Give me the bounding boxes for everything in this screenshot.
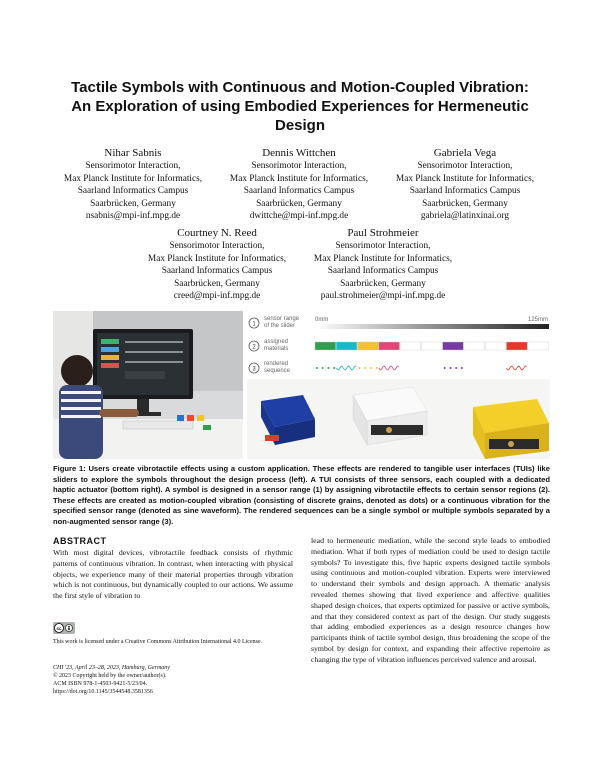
title-line: An Exploration of using Embodied Experiences for Hermeneutic	[71, 98, 529, 115]
title-line: Tactile Symbols with Continuous and Motion-Coupled Vibration:	[71, 79, 529, 96]
author-email: dwittche@mpi-inf.mpg.de	[249, 211, 349, 222]
copyright-line: © 2023 Copyright held by the owner/author(s).	[53, 673, 167, 679]
grain-dot	[322, 367, 324, 369]
author-block	[43, 146, 223, 223]
row-1-label: of the slider	[264, 323, 296, 329]
grain-dot	[333, 367, 335, 369]
teaser-figure	[53, 311, 550, 459]
author-affiliation: Max Planck Institute for Informatics,	[229, 173, 369, 184]
rendered-sequence	[316, 366, 526, 370]
continuous-wave	[506, 366, 526, 370]
author-block	[127, 226, 307, 303]
material-segment	[421, 342, 442, 350]
sensor-range-bar	[315, 324, 549, 329]
author-block	[293, 226, 473, 303]
author-affiliation: Saarland Informatics Campus	[77, 186, 189, 197]
grain-dot	[376, 367, 378, 369]
row-2-number: 2	[252, 344, 256, 351]
title-line: Design	[274, 117, 325, 134]
author-affiliation: Saarland Informatics Campus	[161, 266, 273, 277]
conference-line: CHI '23, April 23–28, 2023, Hamburg, Germany	[53, 665, 170, 671]
photo-user-at-computer	[53, 311, 243, 459]
cc-badge-text: cc	[56, 625, 62, 631]
author-email: nsabnis@mpi-inf.mpg.de	[85, 211, 181, 222]
grain-dot	[328, 367, 330, 369]
author-affiliation: Max Planck Institute for Informatics,	[395, 173, 535, 184]
license-text: This work is licensed under a Creative Commons Attribution International 4.0 License.	[53, 639, 263, 645]
row-3-number: 3	[252, 366, 256, 373]
author-affiliation: Sensorimotor Interaction,	[417, 161, 513, 171]
author-email: gabriela@latinxinai.org	[420, 211, 510, 222]
grain-dot	[359, 367, 361, 369]
author-location: Saarbrücken, Germany	[422, 198, 508, 209]
figure-caption: Figure 1: Users create vibrotactile effects using a custom application. These effects are rendered to tangible user interfaces (TUIs) like sliders to explore the symbols throughout the design process (left). A TUI consists of three sensors, each coupled with a dedicated haptic actuator (bottom right). A symbol is designed in a sensor range (1) by assigning vibrotactile effects to certain sensor regions (2). These effects are created as motion-coupled vibration (consisting of discrete grains, denoted as dots) or a continuous vibration for the specified sensor range (denoted as sine waveform). The rendered sequences can be a single symbol or multiple symbols separated by a non-augmented sensor range (3).	[53, 464, 550, 526]
row-3-label: sequence	[264, 368, 291, 374]
abstract-right-column: lead to hermeneutic mediation, while the second style leads to embodied mediation. What if both types of mediation could be used to design tactile symbols? To investigate this, five haptic experts designed tactile symbols using continuous and motion-coupled vibration. Experts were interviewed to understand their symbols and design approach. A thematic analysis revealed themes showing that lived experience and affective qualities shaped design choices, that experts optimized for passive or active symbols, and that they considered context as part of the design. Our study suggests that adding embodied experiences as a design resource changes how participants think of tactile symbol design, thus broadening the scope of the symbol by design for context, and expanding their affective repertoire as changing the type of vibration influences perceived valence and arousal.	[311, 536, 550, 664]
author-affiliation: Saarland Informatics Campus	[327, 266, 439, 277]
row-1-label: sensor range	[264, 316, 300, 322]
author-affiliation: Sensorimotor Interaction,	[85, 161, 181, 171]
material-segment	[506, 342, 527, 350]
material-segment	[443, 342, 464, 350]
author-affiliation: Max Planck Institute for Informatics,	[63, 173, 203, 184]
grain-dot	[370, 367, 372, 369]
author-name: Gabriela Vega	[433, 147, 497, 159]
author-name: Dennis Wittchen	[262, 147, 336, 159]
author-affiliation: Sensorimotor Interaction,	[251, 161, 347, 171]
abstract-left-column: With most digital devices, vibrotactile feedback consists of rhythmic patterns of continuous vibration. In contrast, when interacting with physical objects, we experience many of their material properties through vibration which is not continuous, but dynamically coupled to our actions. We assume the first style of vibration to	[53, 548, 293, 601]
grain-dot	[316, 367, 318, 369]
author-location: Saarbrücken, Germany	[174, 278, 260, 289]
isbn-line: ACM ISBN 978-1-4503-9421-5/23/04.	[53, 681, 148, 687]
grain-dot	[444, 367, 446, 369]
photo-tui-sliders	[247, 379, 550, 459]
author-affiliation: Max Planck Institute for Informatics,	[147, 253, 287, 264]
sensor-range-end: 125mm	[527, 317, 548, 323]
author-location: Saarbrücken, Germany	[256, 198, 342, 209]
material-segment	[358, 342, 379, 350]
author-name: Nihar Sabnis	[104, 147, 162, 159]
material-segment	[315, 342, 336, 350]
author-name: Courtney N. Reed	[177, 227, 257, 239]
continuous-wave	[336, 366, 356, 370]
material-segment	[464, 342, 485, 350]
creative-commons-badge	[53, 622, 75, 634]
grain-dot	[455, 367, 457, 369]
grain-dot	[364, 367, 366, 369]
row-1-number: 1	[252, 321, 256, 328]
abstract-heading: ABSTRACT	[53, 536, 107, 546]
author-affiliation: Saarland Informatics Campus	[243, 186, 355, 197]
symbol-diagram	[249, 316, 549, 374]
author-email: creed@mpi-inf.mpg.de	[173, 291, 261, 302]
assigned-materials-bar	[315, 342, 548, 350]
author-name: Paul Strohmeier	[347, 227, 419, 239]
author-affiliation: Max Planck Institute for Informatics,	[313, 253, 453, 264]
row-3-label: rendered	[264, 361, 289, 367]
doi-line: https://doi.org/10.1145/3544548.3581356	[53, 689, 153, 695]
paper-title	[40, 78, 560, 135]
material-segment	[485, 342, 506, 350]
continuous-wave	[379, 366, 399, 370]
author-affiliation: Sensorimotor Interaction,	[169, 241, 265, 251]
author-block	[209, 146, 389, 223]
grain-dot	[449, 367, 451, 369]
grain-dot	[461, 367, 463, 369]
material-segment	[336, 342, 357, 350]
author-block	[375, 146, 555, 223]
author-affiliation: Saarland Informatics Campus	[409, 186, 521, 197]
material-segment	[528, 342, 549, 350]
row-2-label: assigned	[264, 339, 289, 345]
material-segment	[400, 342, 421, 350]
publication-metadata	[53, 664, 293, 696]
sensor-range-start: 0mm	[315, 317, 329, 323]
author-location: Saarbrücken, Germany	[90, 198, 176, 209]
author-email: paul.strohmeier@mpi-inf.mpg.de	[320, 291, 446, 302]
material-segment	[379, 342, 400, 350]
author-affiliation: Sensorimotor Interaction,	[335, 241, 431, 251]
row-2-label: materials	[264, 346, 289, 352]
author-location: Saarbrücken, Germany	[340, 278, 426, 289]
